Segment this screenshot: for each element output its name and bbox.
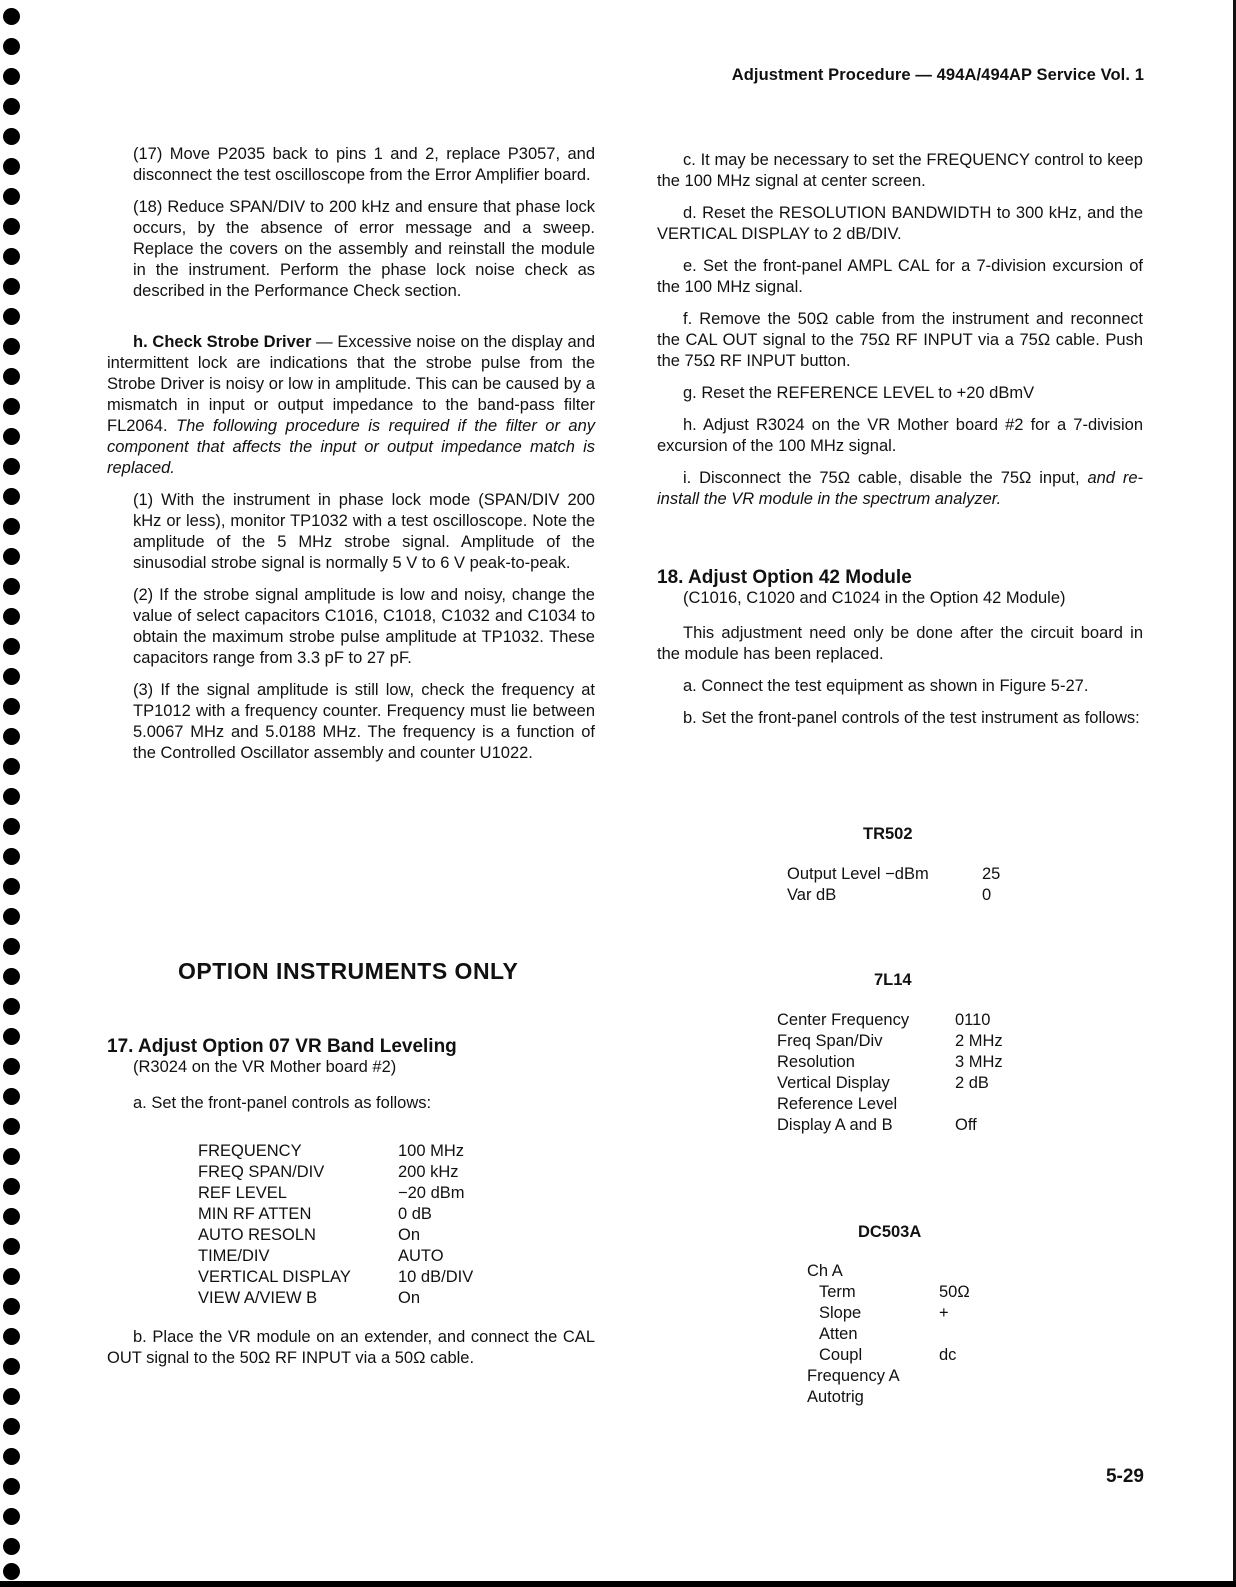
setting-name: Freq Span/Div	[777, 1032, 883, 1050]
step-17-a: a. Set the front-panel controls as follows:	[133, 1094, 432, 1112]
setting-row	[777, 1073, 1003, 1094]
setting-row	[807, 1366, 970, 1387]
setting-row	[807, 1324, 970, 1345]
step-18-subtitle: (C1016, C1020 and C1024 in the Option 42 Module)	[683, 589, 1066, 607]
page-number: 5-29	[1105, 1466, 1144, 1487]
step-18-body	[657, 623, 1143, 740]
setting-name: Output Level −dBm	[787, 865, 929, 883]
step-17-heading	[107, 1036, 457, 1078]
setting-row	[807, 1282, 970, 1303]
check-strobe-driver-text: — Excessive noise on the display and intermittent lock are indications that the strobe pulse from the Strobe Driver is noisy or low in amplitude. This can be caused by a mismatch in input or output impedance to the band-pass filter FL2064.	[107, 333, 595, 435]
control-name: VERTICAL DISPLAY	[198, 1268, 351, 1286]
strobe-step-2: (2) If the strobe signal amplitude is low and noisy, change the value of select capacitors C1016, C1018, C1032 and C1034 to obtain the maximum strobe pulse amplitude at TP1032. These capacitors range from 3.3 pF to 27 pF.	[133, 586, 595, 667]
step-i-note: and re-install the VR module in the spectrum analyzer.	[657, 469, 1143, 508]
strobe-step-1: (1) With the instrument in phase lock mode (SPAN/DIV 200 kHz or less), monitor TP1032 with a test oscilloscope. Note the amplitude of the 5 MHz strobe signal. Amplitude of the sinusodial strobe signal is normally 5 V to 6 V peak-to-peak.	[133, 491, 595, 572]
setting-row	[777, 1031, 1003, 1052]
7l14-table	[777, 1010, 1003, 1136]
setting-row	[777, 1010, 1003, 1031]
dc503a-title: DC503A	[858, 1223, 922, 1241]
setting-name: Vertical Display	[777, 1074, 890, 1092]
punch-holes	[0, 0, 26, 1587]
setting-value: 0	[982, 886, 992, 904]
control-row	[198, 1246, 473, 1267]
step-18-heading	[657, 567, 1066, 609]
step-17-paragraph: (17) Move P2035 back to pins 1 and 2, replace P3057, and disconnect the test oscilloscope from the Error Amplifier board.	[133, 145, 595, 184]
check-strobe-driver-paragraph	[107, 332, 595, 479]
control-name: VIEW A/VIEW B	[198, 1289, 318, 1307]
control-row	[198, 1141, 473, 1162]
setting-value: Off	[955, 1116, 977, 1134]
step-17-title: 17. Adjust Option 07 VR Band Leveling	[107, 1036, 457, 1057]
right-column	[657, 150, 1143, 521]
control-value: On	[398, 1289, 421, 1307]
tr502-title: TR502	[863, 825, 913, 843]
control-name: MIN RF ATTEN	[198, 1205, 312, 1223]
setting-value: 50Ω	[939, 1283, 970, 1301]
control-row	[198, 1225, 473, 1246]
left-column	[107, 144, 595, 775]
setting-row	[777, 1052, 1003, 1073]
setting-name: Display A and B	[777, 1116, 893, 1134]
setting-row	[787, 885, 1000, 906]
setting-row	[787, 864, 1000, 885]
setting-row	[807, 1345, 970, 1366]
step-17-subtitle: (R3024 on the VR Mother board #2)	[133, 1058, 397, 1076]
setting-value: 3 MHz	[955, 1053, 1003, 1071]
dc503a-table	[807, 1261, 970, 1408]
setting-value: dc	[939, 1346, 957, 1364]
control-value: 100 MHz	[398, 1142, 465, 1160]
control-value: AUTO	[398, 1247, 444, 1265]
step-e: e. Set the front-panel AMPL CAL for a 7-division excursion of the 100 MHz signal.	[657, 257, 1143, 296]
setting-name: Coupl	[819, 1346, 863, 1364]
setting-value: +	[939, 1304, 949, 1322]
control-name: FREQ SPAN/DIV	[198, 1163, 325, 1181]
step-f: f. Remove the 50Ω cable from the instrument and reconnect the CAL OUT signal to the 75Ω RF INPUT via a 75Ω cable. Push the 75Ω RF INPUT button.	[657, 310, 1143, 370]
page-edge-bottom	[0, 1581, 1236, 1587]
setting-value: 2 dB	[955, 1074, 989, 1092]
step-i	[657, 468, 1143, 510]
setting-name: Resolution	[777, 1053, 855, 1071]
control-value: 10 dB/DIV	[398, 1268, 474, 1286]
group-label: Ch A	[807, 1262, 843, 1280]
tr502-table	[787, 864, 1000, 906]
step-17-b: b. Place the VR module on an extender, and connect the CAL OUT signal to the 50Ω RF INPUT via a 50Ω cable.	[107, 1328, 595, 1367]
control-row	[198, 1267, 473, 1288]
setting-name: Frequency A	[807, 1367, 900, 1385]
setting-name: Autotrig	[807, 1388, 864, 1406]
control-row	[198, 1162, 473, 1183]
step-18-paragraph: (18) Reduce SPAN/DIV to 200 kHz and ensure that phase lock occurs, by the absence of error message and a sweep. Replace the covers on the assembly and reinstall the module in the instrument. Perform the phase lock noise check as described in the Performance Check section.	[133, 198, 595, 300]
step-c: c. It may be necessary to set the FREQUENCY control to keep the 100 MHz signal at center screen.	[657, 151, 1143, 190]
control-row	[198, 1288, 473, 1309]
step-i-text: i. Disconnect the 75Ω cable, disable the 75Ω input,	[683, 469, 1088, 487]
control-name: FREQUENCY	[198, 1142, 302, 1160]
control-value: 200 kHz	[398, 1163, 459, 1181]
control-name: AUTO RESOLN	[198, 1226, 316, 1244]
step-d: d. Reset the RESOLUTION BANDWIDTH to 300 kHz, and the VERTICAL DISPLAY to 2 dB/DIV.	[657, 204, 1143, 243]
setting-row	[807, 1303, 970, 1324]
setting-name: Center Frequency	[777, 1011, 910, 1029]
step-g: g. Reset the REFERENCE LEVEL to +20 dBmV	[683, 384, 1035, 402]
step-18-a: a. Connect the test equipment as shown in Figure 5-27.	[683, 677, 1089, 695]
control-name: REF LEVEL	[198, 1184, 287, 1202]
setting-value: 0110	[955, 1011, 991, 1029]
setting-value: 25	[982, 865, 1001, 883]
step-18-title: 18. Adjust Option 42 Module	[657, 567, 912, 588]
setting-name: Term	[819, 1283, 856, 1301]
control-value: On	[398, 1226, 421, 1244]
check-strobe-driver-note: The following procedure is required if the filter or any component that affects the input or output impedance match is replaced.	[107, 417, 595, 477]
setting-name: Reference Level	[777, 1095, 898, 1113]
7l14-title: 7L14	[874, 971, 912, 989]
step-18-intro: This adjustment need only be done after the circuit board in the module has been replaced.	[657, 624, 1143, 663]
step-18-b: b. Set the front-panel controls of the test instrument as follows:	[683, 709, 1140, 727]
check-strobe-driver-heading: h. Check Strobe Driver	[133, 333, 312, 351]
control-name: TIME/DIV	[198, 1247, 270, 1265]
running-header: Adjustment Procedure — 494A/494AP Service Vol. 1	[731, 66, 1144, 84]
setting-name: Atten	[819, 1325, 858, 1343]
setting-value: 2 MHz	[955, 1032, 1003, 1050]
setting-row	[777, 1115, 1003, 1136]
control-row	[198, 1183, 473, 1204]
setting-name: Var dB	[787, 886, 837, 904]
control-value: 0 dB	[398, 1205, 432, 1223]
control-row	[198, 1204, 473, 1225]
setting-row	[807, 1387, 970, 1408]
control-value: −20 dBm	[398, 1184, 465, 1202]
strobe-step-3: (3) If the signal amplitude is still low, check the frequency at TP1012 with a frequency counter. Frequency must lie between 5.0067 MHz and 5.0188 MHz. The frequency is a function of the Controlled Oscillator assembly and counter U1022.	[133, 681, 595, 762]
setting-row	[777, 1094, 1003, 1115]
setting-name: Slope	[819, 1304, 862, 1322]
step-h: h. Adjust R3024 on the VR Mother board #2 for a 7-division excursion of the 100 MHz signal.	[657, 416, 1143, 455]
step-17-controls-table	[198, 1141, 473, 1309]
section-title: OPTION INSTRUMENTS ONLY	[178, 958, 519, 984]
